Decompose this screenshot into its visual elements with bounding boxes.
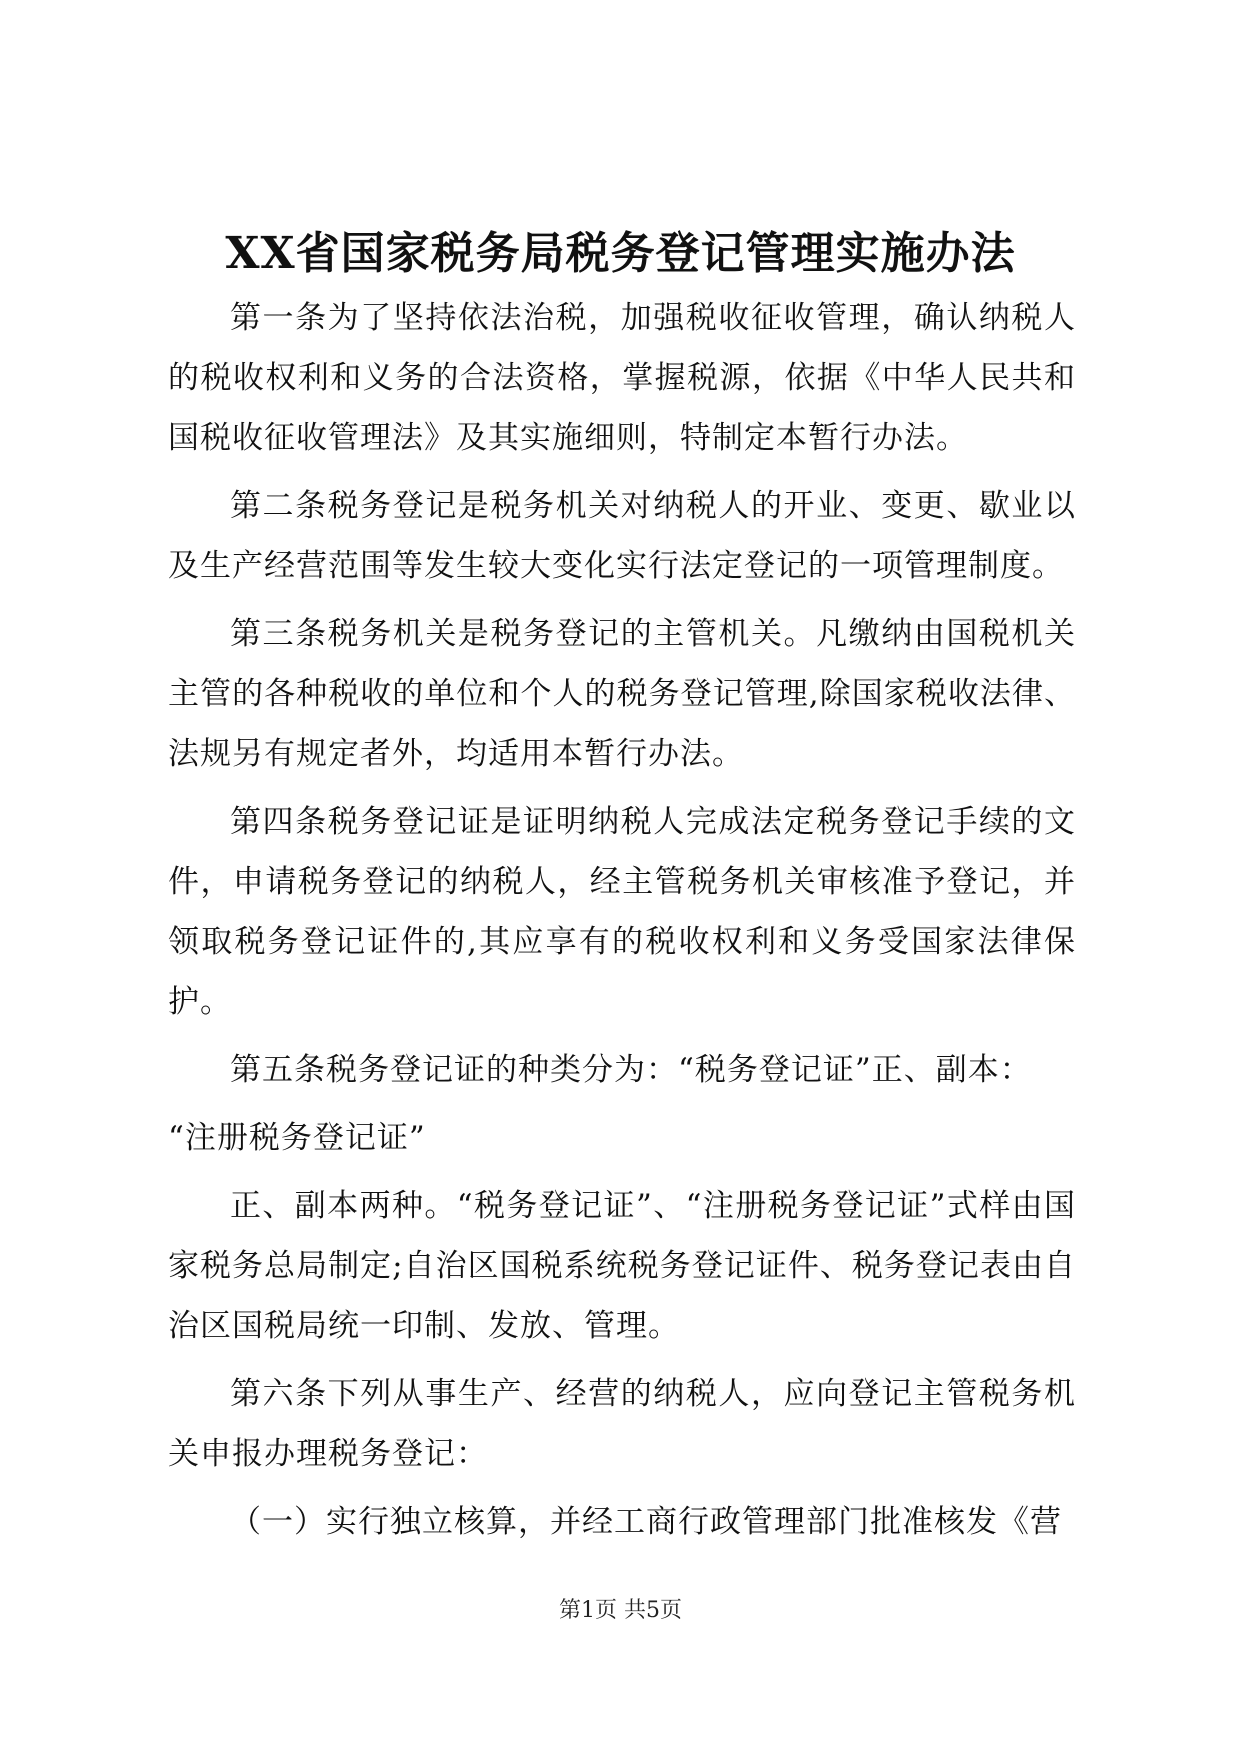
document-title: XX省国家税务局税务登记管理实施办法	[225, 228, 1016, 279]
article-2-paragraph: 第二条税务登记是税务机关对纳税人的开业、变更、歇业以及生产经营范围等发生较大变化实行法定登记的一项管理制度。	[168, 488, 1076, 584]
article-5-continuation: “注册税务登记证”	[168, 1120, 426, 1156]
article-6-item-1: （一）实行独立核算，并经工商行政管理部门批准核发《营	[230, 1504, 1062, 1540]
article-1-paragraph: 第一条为了坚持依法治税，加强税收征收管理，确认纳税人的税收权利和义务的合法资格，掌握税源，依据《中华人民共和国税收征收管理法》及其实施细则，特制定本暂行办法。	[168, 300, 1076, 456]
article-4-paragraph: 第四条税务登记证是证明纳税人完成法定税务登记手续的文件，申请税务登记的纳税人，经主管税务机关审核准予登记，并领取税务登记证件的,其应享有的税收权利和义务受国家法律保护。	[168, 804, 1076, 1020]
article-5-paragraph: 第五条税务登记证的种类分为：“税务登记证”正、副本：	[230, 1052, 1032, 1088]
page-number-footer: 第1页 共5页	[559, 1598, 682, 1623]
article-3-paragraph: 第三条税务机关是税务登记的主管机关。凡缴纳由国税机关主管的各种税收的单位和个人的税务登记管理,除国家税收法律、法规另有规定者外，均适用本暂行办法。	[168, 616, 1076, 772]
document-body	[168, 288, 1076, 1560]
article-6-paragraph: 第六条下列从事生产、经营的纳税人，应向登记主管税务机关申报办理税务登记：	[168, 1376, 1076, 1472]
article-5-details-paragraph: 正、副本两种。“税务登记证”、“注册税务登记证”式样由国家税务总局制定;自治区国税系统税务登记证件、税务登记表由自治区国税局统一印制、发放、管理。	[168, 1188, 1076, 1344]
